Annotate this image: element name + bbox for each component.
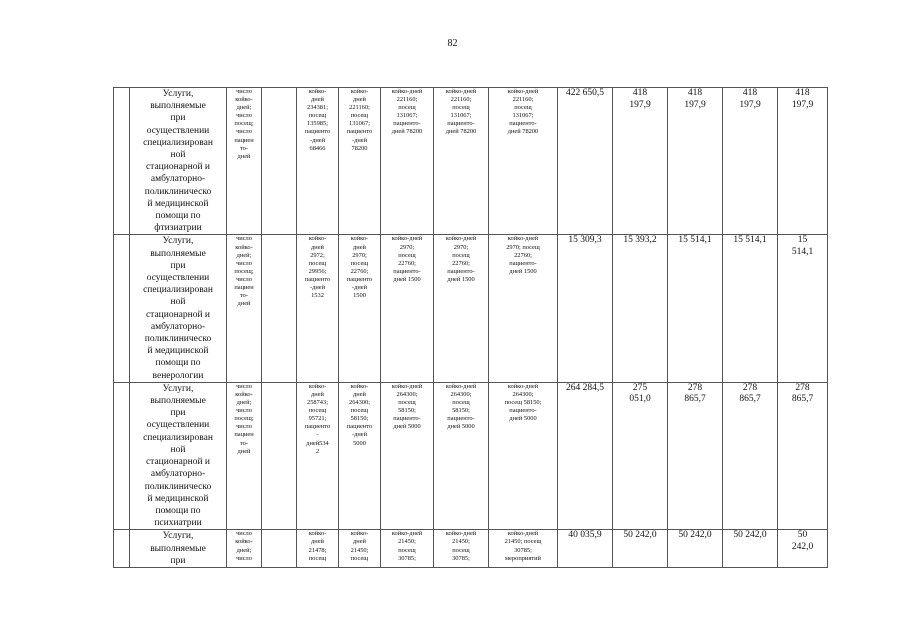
volume-cell: койко- дней 221160; посещ 131067; пациенто -дней 78200 [339,88,381,235]
unit-cell: число койко- дней; число посещ; число пациен то- дней [227,235,262,382]
volume-cell: койко- дней 2970; посещ 22760; пациенто -дней 1500 [339,235,381,382]
table-row [114,235,828,382]
table-row [114,530,828,568]
amount-cell: 50 242,0 [723,530,778,568]
volume-cell: койко-дней 264300; посещ 58150; пациенто- дней 5000 [434,382,489,529]
amount-cell: 50 242,0 [668,530,723,568]
amount-cell: 418 197,9 [668,88,723,235]
blank-cell [262,382,297,529]
volume-cell: койко-дней 221160; посещ 131067; пациенто- дней 78200 [381,88,434,235]
amount-cell: 418 197,9 [723,88,778,235]
amount-cell: 278 865,7 [723,382,778,529]
amount-cell: 275 051,0 [613,382,668,529]
amount-cell: 40 035,9 [558,530,613,568]
table-row [114,382,828,529]
service-cell: Услуги, выполняемые при осуществлении специализирован ной стационарной и амбулаторно- поликлиническо й медицинской помощи по фтизиатрии [130,88,227,235]
volume-cell: койко- дней 264300; посещ 58150; пациенто -дней 5000 [339,382,381,529]
volume-cell: койко-дней 21450; посещ 30785; [434,530,489,568]
blank-cell [114,235,130,382]
volume-cell: койко-дней 221160; посещ 131067; пациенто- дней 78200 [489,88,558,235]
amount-cell: 15 309,3 [558,235,613,382]
amount-cell: 15 514,1 [668,235,723,382]
service-cell: Услуги, выполняемые при [130,530,227,568]
amount-cell: 422 650,5 [558,88,613,235]
volume-cell: койко- дней 234381; посещ 135985; пациенто -дней 68466 [297,88,339,235]
table-row [114,88,828,235]
blank-cell [262,530,297,568]
blank-cell [114,530,130,568]
services-table [113,87,828,568]
volume-cell: койко- дней 21450; посещ [339,530,381,568]
amount-cell: 50 242,0 [778,530,828,568]
amount-cell: 418 197,9 [613,88,668,235]
volume-cell: койко-дней 221160; посещ 131067; пациенто- дней 78200 [434,88,489,235]
unit-cell: число койко- дней; число [227,530,262,568]
blank-cell [262,235,297,382]
volume-cell: койко- дней 2972; посещ 29956; пациенто -дней 1532 [297,235,339,382]
volume-cell: койко-дней 264300; посещ 58150; пациенто- дней 5000 [489,382,558,529]
volume-cell: койко-дней 21450; посещ 30785; [381,530,434,568]
amount-cell: 418 197,9 [778,88,828,235]
amount-cell: 50 242,0 [613,530,668,568]
volume-cell: койко-дней 264300; посещ 58150; пациенто- дней 5000 [381,382,434,529]
amount-cell: 15 393,2 [613,235,668,382]
volume-cell: койко-дней 2970; посещ 22760; пациенто- дней 1500 [489,235,558,382]
amount-cell: 15 514,1 [778,235,828,382]
volume-cell: койко- дней 258743; посещ 95721; пациенто - дней534 2 [297,382,339,529]
volume-cell: койко-дней 2970; посещ 22760; пациенто- дней 1500 [434,235,489,382]
volume-cell: койко- дней 21478; посещ [297,530,339,568]
unit-cell: число койко- дней; число посещ; число пациен то- дней [227,382,262,529]
unit-cell: число койко- дней; число посещ; число пациен то- дней [227,88,262,235]
amount-cell: 278 865,7 [778,382,828,529]
amount-cell: 278 865,7 [668,382,723,529]
blank-cell [262,88,297,235]
blank-cell [114,88,130,235]
page-number: 82 [447,38,458,49]
service-cell: Услуги, выполняемые при осуществлении специализирован ной стационарной и амбулаторно- поликлиническо й медицинской помощи по венерологии [130,235,227,382]
amount-cell: 15 514,1 [723,235,778,382]
blank-cell [114,382,130,529]
amount-cell: 264 284,5 [558,382,613,529]
service-cell: Услуги, выполняемые при осуществлении специализирован ной стационарной и амбулаторно- поликлиническо й медицинской помощи по психиатрии [130,382,227,529]
volume-cell: койко-дней 21450; посещ 30785; мероприятий [489,530,558,568]
volume-cell: койко-дней 2970; посещ 22760; пациенто- дней 1500 [381,235,434,382]
